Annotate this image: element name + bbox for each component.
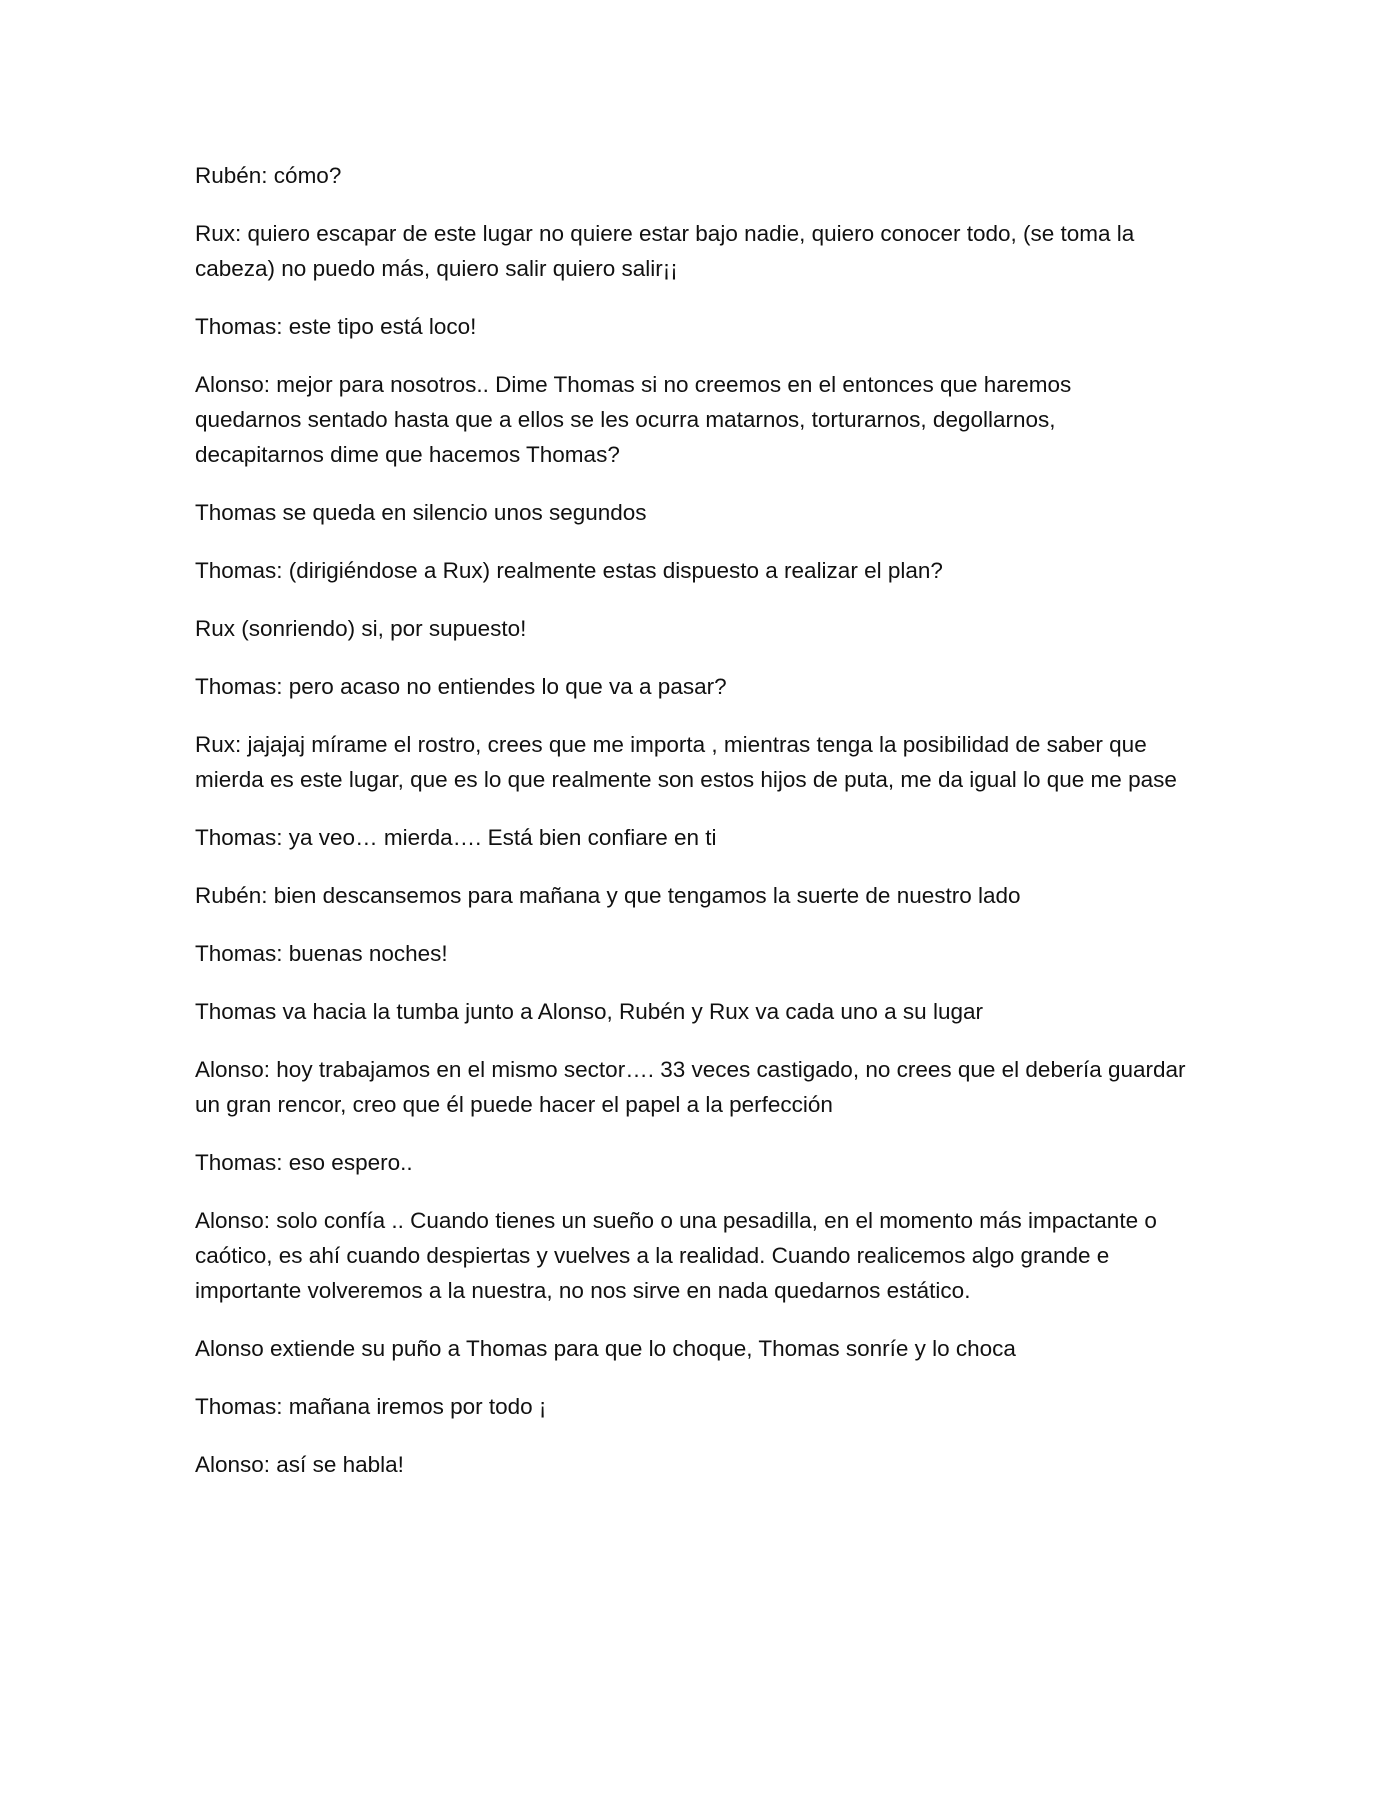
text-line: Thomas se queda en silencio unos segundos bbox=[195, 500, 647, 525]
text-line: cabeza) no puedo más, quiero salir quiero salir¡¡ bbox=[195, 256, 678, 281]
text-line: Thomas: pero acaso no entiendes lo que va a pasar? bbox=[195, 674, 727, 699]
paragraph bbox=[195, 553, 1235, 588]
text-line: Rux: jajajaj mírame el rostro, crees que me importa , mientras tenga la posibilidad de saber que bbox=[195, 732, 1147, 757]
text-line: un gran rencor, creo que él puede hacer el papel a la perfección bbox=[195, 1092, 833, 1117]
paragraph bbox=[195, 495, 1235, 530]
paragraph bbox=[195, 1052, 1235, 1122]
text-line: Alonso: así se habla! bbox=[195, 1452, 404, 1477]
paragraph bbox=[195, 994, 1235, 1029]
paragraph bbox=[195, 158, 1235, 193]
text-line: Thomas va hacia la tumba junto a Alonso, Rubén y Rux va cada uno a su lugar bbox=[195, 999, 983, 1024]
paragraph bbox=[195, 1331, 1235, 1366]
text-line: Thomas: buenas noches! bbox=[195, 941, 448, 966]
document-body bbox=[195, 158, 1235, 1505]
text-line: Thomas: eso espero.. bbox=[195, 1150, 413, 1175]
text-line: Thomas: ya veo… mierda…. Está bien confiare en ti bbox=[195, 825, 717, 850]
text-line: caótico, es ahí cuando despiertas y vuelves a la realidad. Cuando realicemos algo grande e bbox=[195, 1243, 1110, 1268]
text-line: Rux (sonriendo) si, por supuesto! bbox=[195, 616, 527, 641]
paragraph bbox=[195, 820, 1235, 855]
text-line: Alonso: hoy trabajamos en el mismo sector…. 33 veces castigado, no crees que el debería guardar bbox=[195, 1057, 1186, 1082]
text-line: Alonso: solo confía .. Cuando tienes un sueño o una pesadilla, en el momento más impactante o bbox=[195, 1208, 1157, 1233]
text-line: importante volveremos a la nuestra, no nos sirve en nada quedarnos estático. bbox=[195, 1278, 971, 1303]
text-line: Thomas: este tipo está loco! bbox=[195, 314, 477, 339]
text-line: Rux: quiero escapar de este lugar no quiere estar bajo nadie, quiero conocer todo, (se toma la bbox=[195, 221, 1135, 246]
paragraph bbox=[195, 727, 1235, 797]
paragraph bbox=[195, 611, 1235, 646]
text-line: Thomas: mañana iremos por todo ¡ bbox=[195, 1394, 547, 1419]
text-line: quedarnos sentado hasta que a ellos se les ocurra matarnos, torturarnos, degollarnos, bbox=[195, 407, 1056, 432]
paragraph bbox=[195, 936, 1235, 971]
paragraph bbox=[195, 1389, 1235, 1424]
text-line: Alonso: mejor para nosotros.. Dime Thomas si no creemos en el entonces que haremos bbox=[195, 372, 1072, 397]
paragraph bbox=[195, 669, 1235, 704]
paragraph bbox=[195, 1203, 1235, 1308]
text-line: Rubén: cómo? bbox=[195, 163, 342, 188]
text-line: Thomas: (dirigiéndose a Rux) realmente estas dispuesto a realizar el plan? bbox=[195, 558, 943, 583]
text-line: decapitarnos dime que hacemos Thomas? bbox=[195, 442, 620, 467]
paragraph bbox=[195, 878, 1235, 913]
paragraph bbox=[195, 367, 1235, 472]
text-line: Rubén: bien descansemos para mañana y que tengamos la suerte de nuestro lado bbox=[195, 883, 1021, 908]
paragraph bbox=[195, 1447, 1235, 1482]
text-line: Alonso extiende su puño a Thomas para que lo choque, Thomas sonríe y lo choca bbox=[195, 1336, 1016, 1361]
paragraph bbox=[195, 216, 1235, 286]
text-line: mierda es este lugar, que es lo que realmente son estos hijos de puta, me da igual lo que me pase bbox=[195, 767, 1177, 792]
paragraph bbox=[195, 309, 1235, 344]
paragraph bbox=[195, 1145, 1235, 1180]
